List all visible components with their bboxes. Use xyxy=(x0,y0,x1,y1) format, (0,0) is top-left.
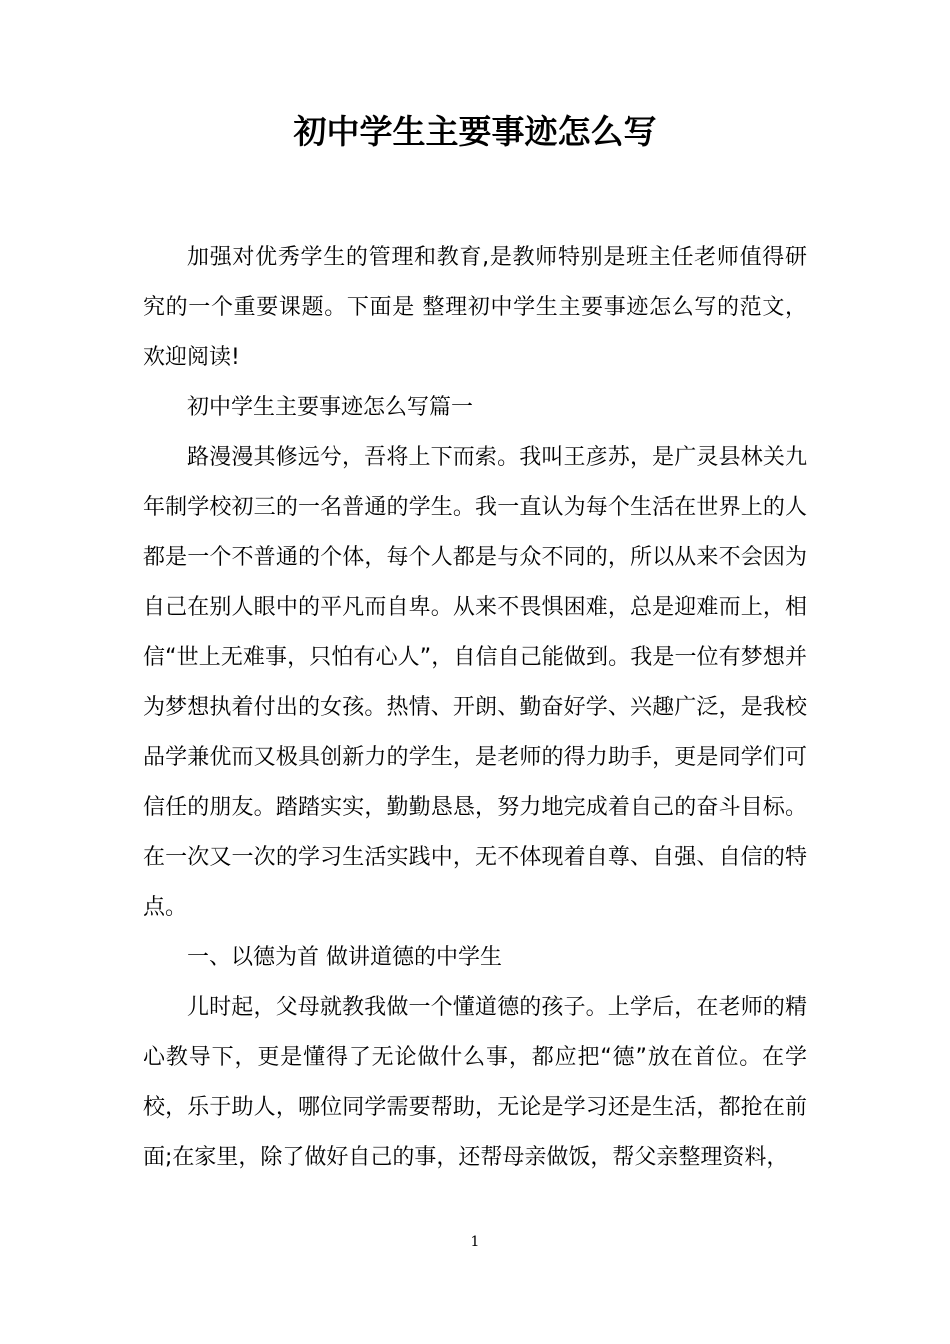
page-number: 1 xyxy=(470,1234,480,1250)
paragraph-intro: 加强对优秀学生的管理和教育,是教师特别是班主任老师值得研究的一个重要课题。下面是 整理初中学生主要事迹怎么写的范文，欢迎阅读! xyxy=(143,245,807,370)
document-title: 初中学生主要事迹怎么写 xyxy=(293,112,657,151)
section-heading-morality: 一、以德为首 做讲道德的中学生 xyxy=(187,945,502,970)
paragraph-morality: 儿时起，父母就教我做一个懂道德的孩子。上学后，在老师的精心教导下，更是懂得了无论做什么事，都应把“德”放在首位。在学校，乐于助人，哪位同学需要帮助，无论是学习还是生活，都抢在前面;在家里，除了做好自己的事，还帮母亲做饭，帮父亲整理资料， xyxy=(143,995,807,1170)
section-heading-part-one: 初中学生主要事迹怎么写篇一 xyxy=(187,395,474,420)
paragraph-self-introduction: 路漫漫其修远兮，吾将上下而索。我叫王彦苏，是广灵县林关九年制学校初三的一名普通的学生。我一直认为每个生活在世界上的人都是一个不普通的个体，每个人都是与众不同的，所以从来不会因为自己在别人眼中的平凡而自卑。从来不畏惧困难，总是迎难而上，相信“世上无难事，只怕有心人”，自信自己能做到。我是一位有梦想并为梦想执着付出的女孩。热情、开朗、勤奋好学、兴趣广泛，是我校品学兼优而又极具创新力的学生，是老师的得力助手，更是同学们可信任的朋友。踏踏实实，勤勤恳恳，努力地完成着自己的奋斗目标。在一次又一次的学习生活实践中，无不体现着自尊、自强、自信的特点。 xyxy=(143,445,807,920)
document-body xyxy=(143,233,807,1183)
